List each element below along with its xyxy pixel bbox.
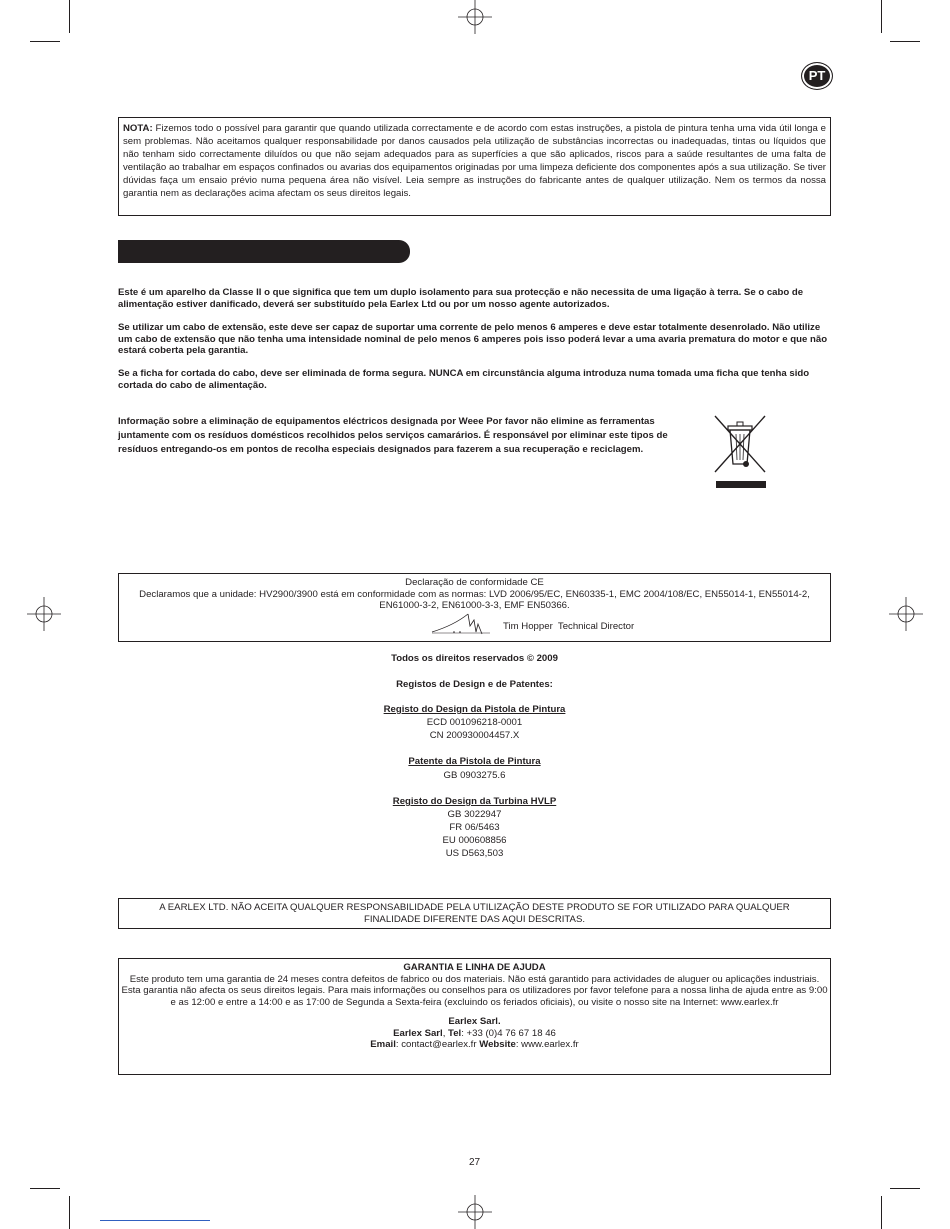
crop-mark bbox=[69, 0, 70, 33]
crop-mark bbox=[881, 0, 882, 33]
design-pistola-heading: Registo do Design da Pistola de Pintura bbox=[383, 704, 566, 715]
rights-text: Todos os direitos reservados © 2009 bbox=[391, 653, 558, 664]
warranty-contact-line bbox=[121, 1039, 828, 1051]
patente-pistola-line: GB 0903275.6 bbox=[443, 770, 506, 781]
nota-label: NOTA: bbox=[123, 123, 153, 134]
design-turbina-heading: Registo do Design da Turbina HVLP bbox=[392, 796, 557, 807]
design-turbina-line: EU 000608856 bbox=[442, 835, 507, 846]
warranty-company: Earlex Sarl. bbox=[448, 1016, 501, 1027]
disclaimer-box bbox=[118, 898, 831, 929]
crop-mark bbox=[69, 1196, 70, 1229]
registos-title: Registos de Design e de Patentes: bbox=[396, 679, 553, 690]
design-turbina-line: US D563,503 bbox=[445, 848, 504, 859]
registration-mark-left-icon bbox=[27, 597, 61, 631]
design-pistola-line: ECD 001096218-0001 bbox=[426, 717, 523, 728]
warranty-website-label: Website bbox=[479, 1039, 516, 1050]
plug-paragraph: Se a ficha for cortada do cabo, deve ser eliminada de forma segura. NUNCA em circunstância alguma introduza numa tomada uma ficha que tenha sido cortada do cabo de alimentação. bbox=[118, 368, 810, 391]
registration-mark-top-icon bbox=[458, 0, 492, 34]
crop-mark bbox=[881, 1196, 882, 1229]
weee-paragraph: Informação sobre a eliminação de equipamentos eléctricos designada por Weee Por favor não elimine as ferramentas juntamente com os resíduos domésticos recolhidos pelos serviços camarários. É responsável por eliminar este tipos de resíduos entregando-os em pontos de recolha especiais designados para fazerem a sua recuperação e reciclagem. bbox=[118, 416, 668, 455]
warranty-text: Este produto tem uma garantia de 24 meses contra defeitos de fabrico ou dos materiais. Não está garantido para actividades de aluguer ou aplicações industriais. Esta garantia não afecta os seus direitos legais. Para mais informações ou conselhos para os utilizadores por favor telefone para a nossa linha de ajuda entre as 9:00 e as 12:00 e entre a 14:00 e as 17:00 de Segunda a Sexta-feira (excluindo os feriados oficiais), ou visite o nosso site na Internet: www.earlex.fr bbox=[121, 973, 828, 1008]
warranty-website-value: : www.earlex.fr bbox=[515, 1039, 579, 1050]
warranty-phone-company: Earlex Sarl bbox=[393, 1027, 443, 1039]
weee-crossed-bin-icon bbox=[712, 414, 768, 490]
extension-cable-paragraph: Se utilizar um cabo de extensão, este deve ser capaz de suportar uma corrente de pelo menos 6 amperes e deve estar totalmente desenrolado. Não utilize um cabo de extensão que não tenha uma intensidade nominal de pelo menos 6 amperes pois isso poderá levar a uma avaria prematura do motor e que não estará coberta pela garantia. bbox=[118, 322, 828, 357]
ce-title: Declaração de conformidade CE bbox=[405, 577, 544, 588]
design-turbina-line: FR 06/5463 bbox=[449, 822, 500, 833]
patente-pistola-heading: Patente da Pistola de Pintura bbox=[408, 756, 541, 767]
disclaimer-text: A EARLEX LTD. NÃO ACEITA QUALQUER RESPONSABILIDADE PELA UTILIZAÇÃO DESTE PRODUTO SE FOR UTILIZADO PARA QUALQUER FINALIDADE DIFERENTE DAS AQUI DESCRITAS. bbox=[159, 902, 790, 925]
warranty-phone-label: Tel bbox=[448, 1027, 462, 1039]
crop-mark bbox=[890, 1188, 920, 1189]
section-heading-bar bbox=[118, 240, 410, 263]
ce-text: Declaramos que a unidade: HV2900/3900 está em conformidade com as normas: LVD 2006/95/EC, EN60335-1, EMC 2004/108/EC, EN55014-1, EN55014-2, EN61000-3-2, EN61000-3-3, EMF EN50366. bbox=[139, 588, 810, 611]
warranty-phone-value: : +33 (0)4 76 67 18 46 bbox=[461, 1027, 556, 1039]
design-turbina-line: GB 3022947 bbox=[447, 809, 502, 820]
design-pistola-line: CN 200930004457.X bbox=[429, 730, 520, 741]
warranty-email-label: Email bbox=[370, 1039, 396, 1050]
language-badge: PT bbox=[801, 62, 833, 90]
page-number: 27 bbox=[468, 1157, 481, 1168]
class-ii-paragraph: Este é um aparelho da Classe II o que significa que tem um duplo isolamento para sua protecção e não necessita de uma ligação à terra. Se o cabo de alimentação estiver danificado, deverá ser substituído pela Earlex Ltd ou por um nosso agente autorizados. bbox=[118, 287, 804, 310]
crop-mark bbox=[890, 41, 920, 42]
warranty-phone-line: Earlex Sarl, Tel: +33 (0)4 76 67 18 46 bbox=[393, 1027, 556, 1039]
crop-mark bbox=[30, 1188, 60, 1189]
warranty-box bbox=[118, 958, 831, 1075]
warranty-email-value: : contact@earlex.fr bbox=[395, 1039, 480, 1050]
registration-mark-bottom-icon bbox=[458, 1195, 492, 1229]
registration-mark-right-icon bbox=[889, 597, 923, 631]
signature-icon bbox=[430, 610, 500, 638]
bottom-blue-line bbox=[100, 1220, 210, 1221]
nota-box bbox=[118, 117, 831, 216]
nota-text: Fizemos todo o possível para garantir que quando utilizada correctamente e de acordo com estas instruções, a pistola de pintura tenha uma vida útil longa e sem problemas. Não aceitamos qualquer responsabilidade por danos causados pela utilização de substâncias incorrectas ou inadequadas, tintas ou líquidos que não tenham sido correctamente diluídos ou que não sejam adequados para as superfícies a que são aplicados, riscos para a saúde resultantes de uma falta de ventilação ao trabalhar em espaços confinados ou avarias dos equipamentos originadas por uma limpeza deficiente dos componentes após a sua utilização. Se tiver dúvidas faça um ensaio prévio numa pequena área não visível. Leia sempre as instruções do fabricante antes de qualquer utilização. Nem os termos da nossa garantia nem as declarações acima afectam os seus direitos legais. bbox=[123, 123, 826, 199]
crop-mark bbox=[30, 41, 60, 42]
ce-signatory: Tim Hopper Technical Director bbox=[503, 621, 635, 632]
warranty-title: GARANTIA E LINHA DE AJUDA bbox=[403, 962, 546, 973]
